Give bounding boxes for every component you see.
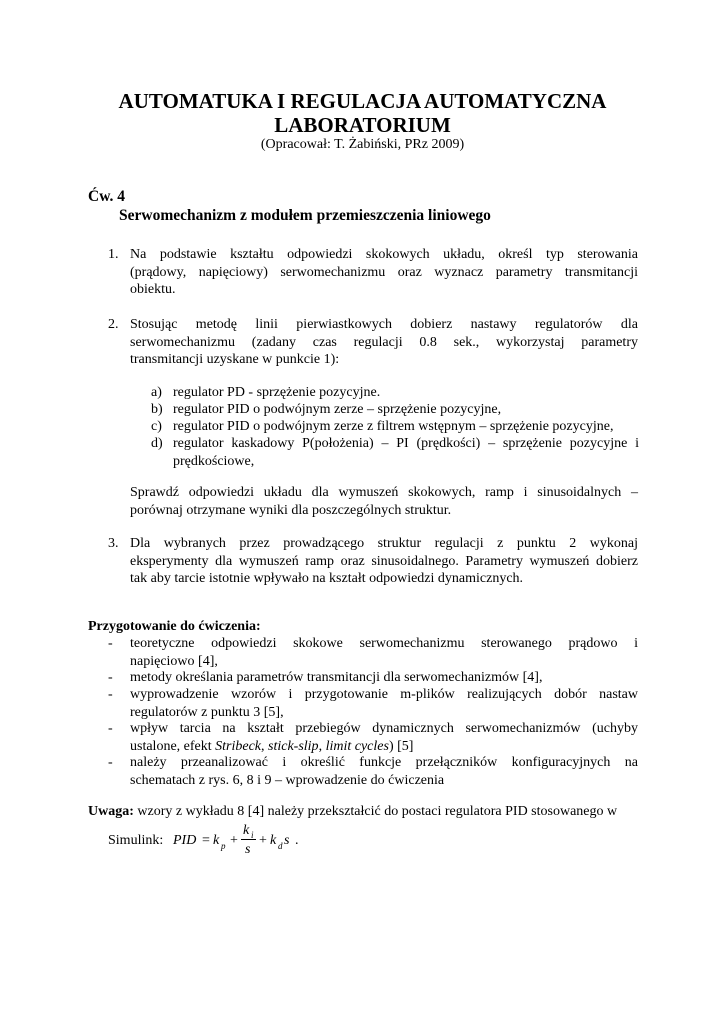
task-2-line: transmitancji uzyskane w punkcie 1): <box>130 352 340 367</box>
task-2-note-line: Sprawdź odpowiedzi układu dla wymuszeń skokowych, ramp i sinusoidalnych – <box>130 485 638 500</box>
prep-item-line: napięciowo [4], <box>130 653 218 669</box>
task-2-note-line: porównaj otrzymane wyniki dla poszczególnych struktur. <box>130 502 452 518</box>
formula-kd: k <box>270 833 277 848</box>
simulink-label: Simulink: <box>108 833 164 848</box>
note-label: Uwaga: <box>88 804 134 819</box>
task-3-line: Dla wybranych przez prowadzącego struktur regulacji z punktu 2 wykonaj <box>130 536 638 551</box>
task-2-number: 2. <box>108 317 119 332</box>
prep-item-2 <box>130 669 638 687</box>
task-1-line: Na podstawie kształtu odpowiedzi skokowych układu, określ typ sterowania <box>130 247 638 262</box>
prep-sep: , <box>318 738 326 754</box>
prep-item-3 <box>130 686 638 721</box>
page-title-line2: LABORATORIUM <box>274 113 451 137</box>
prep-item-line: teoretyczne odpowiedzi skokowe serwomechanizmu sterowanego prądowo i <box>130 636 638 651</box>
subitem-d-line: regulator kaskadowy P(położenia) – PI (prędkości) – sprzężenie pozycyjne i <box>173 436 639 451</box>
page-title-line1: AUTOMATUKA I REGULACJA AUTOMATYCZNA <box>118 89 607 113</box>
prep-item-4 <box>130 720 638 755</box>
subitem-b-text: regulator PID o podwójnym zerze – sprzężenie pozycyjne, <box>173 402 502 417</box>
task-2-note <box>130 484 638 519</box>
bullet-dash: - <box>108 687 113 702</box>
task-2-line: serwomechanizmu (zadany czas regulacji 0.8 sek., wykorzystaj parametry <box>130 334 638 350</box>
subitem-c-text: regulator PID o podwójnym zerze z filtrem wstępnym – sprzężenie pozycyjne, <box>173 419 614 434</box>
note-paragraph <box>88 803 617 821</box>
task-2-text <box>130 316 638 369</box>
task-3-number: 3. <box>108 536 119 551</box>
exercise-number: Ćw. 4 <box>88 188 126 205</box>
task-3-line: tak aby tarcie istotnie wpływało na kształt odpowiedzi dynamicznych. <box>130 571 524 586</box>
formula-ki-sub: i <box>251 830 254 840</box>
task-3-text <box>130 535 638 588</box>
prep-text: ustalone, efekt <box>130 738 216 754</box>
prep-sep: , <box>261 738 269 754</box>
subitem-b-letter: b) <box>151 402 163 417</box>
task-1-text <box>130 246 638 299</box>
prep-item-line: wpływ tarcia na kształt przebiegów dynamicznych serwomechanizmów (uchyby <box>130 721 638 736</box>
prep-item-5 <box>130 754 638 789</box>
subitem-d-text <box>173 435 639 470</box>
formula-ki: k <box>243 823 250 838</box>
formula-eq: = <box>202 833 210 848</box>
formula-s-denominator: s <box>245 842 251 857</box>
task-1-line: (prądowy, napięciowy) serwomechanizmu oraz wyznacz parametry transmitancji <box>130 264 638 280</box>
prep-item-line: regulatorów z punktu 3 [5], <box>130 704 284 720</box>
subitem-a-letter: a) <box>151 385 162 400</box>
prep-item-1 <box>130 635 638 670</box>
formula-end: . <box>295 833 299 848</box>
prep-item-line <box>130 738 638 756</box>
author-subtitle: (Opracował: T. Żabiński, PRz 2009) <box>260 137 465 152</box>
exercise-title: Serwomechanizm z modułem przemieszczenia liniowego <box>119 207 491 224</box>
formula-plus: + <box>230 833 238 848</box>
subitem-d-letter: d) <box>151 436 163 451</box>
subitem-d-line: prędkościowe, <box>173 453 255 469</box>
fraction-bar <box>241 839 256 840</box>
prep-text: ) [5] <box>388 738 414 754</box>
prep-item-line: schematach z rys. 6, 8 i 9 – wprowadzenie do ćwiczenia <box>130 772 445 788</box>
bullet-dash: - <box>108 636 113 651</box>
prep-item-line: należy przeanalizować i określić funkcje przełączników konfiguracyjnych na <box>130 755 638 770</box>
formula-s: s <box>284 833 290 848</box>
formula-kd-sub: d <box>278 841 283 851</box>
term-stribeck: Stribeck <box>215 738 262 754</box>
bullet-dash: - <box>108 670 113 685</box>
task-1-number: 1. <box>108 247 119 262</box>
task-3-line: eksperymenty dla wymuszeń ramp oraz sinusoidalnego. Parametry wymuszeń dobierz <box>130 553 638 569</box>
term-limit-cycles: limit cycles <box>325 738 389 754</box>
task-1-line: obiektu. <box>130 282 176 297</box>
formula-kp-sub: p <box>221 841 226 851</box>
task-2-line: Stosując metodę linii pierwiastkowych dobierz nastawy regulatorów dla <box>130 317 638 332</box>
formula-plus: + <box>259 833 267 848</box>
bullet-dash: - <box>108 755 113 770</box>
formula-lhs: PID <box>173 833 197 848</box>
term-stick-slip: stick-slip <box>268 738 319 754</box>
subitem-c-letter: c) <box>151 419 162 434</box>
prep-item-line: metody określania parametrów transmitancji dla serwomechanizmów [4], <box>130 670 543 685</box>
note-text: wzory z wykładu 8 [4] należy przekształcić do postaci regulatora PID stosowanego w <box>137 804 618 819</box>
formula-kp: k <box>213 833 220 848</box>
subitem-a-text: regulator PD - sprzężenie pozycyjne. <box>173 385 381 400</box>
prep-item-line: wyprowadzenie wzorów i przygotowanie m-plików realizujących dobór nastaw <box>130 687 638 702</box>
preparation-heading: Przygotowanie do ćwiczenia: <box>88 619 261 634</box>
bullet-dash: - <box>108 721 113 736</box>
